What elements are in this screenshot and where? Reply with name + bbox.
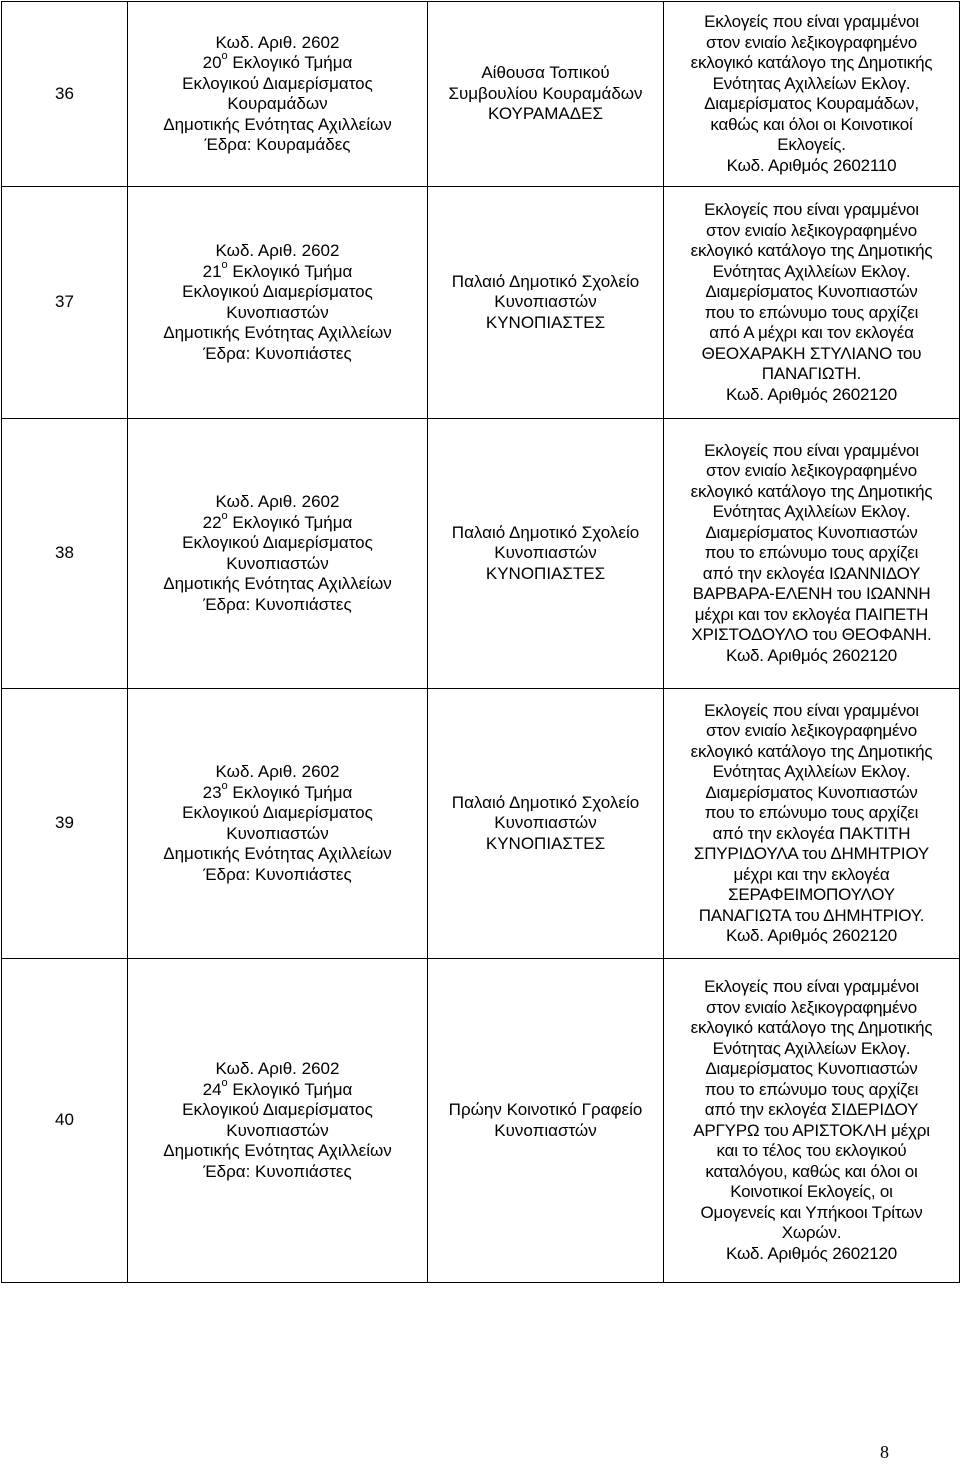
row-number: 39 xyxy=(2,689,128,959)
section-title xyxy=(130,779,425,804)
table-row xyxy=(2,2,960,187)
description-line: Κωδ. Αριθμός 2602120 xyxy=(726,384,897,404)
section-title-text: Εκλογικό Τμήμα xyxy=(227,1079,353,1099)
description-line: μέχρι και την εκλογέα xyxy=(733,864,890,884)
polling-location-cell xyxy=(428,419,664,689)
section-district: Εκλογικού Διαμερίσματος xyxy=(182,73,373,93)
description-line: Εκλογείς που είναι γραμμένοι xyxy=(704,440,919,460)
ordinal-suffix: ο xyxy=(221,258,228,271)
description-line: στον ενιαίο λεξικογραφημένο xyxy=(706,220,917,240)
section-community: Κυνοπιαστών xyxy=(226,553,329,573)
description-line: καθώς και όλοι οι Κοινοτικοί xyxy=(710,114,913,134)
section-district: Εκλογικού Διαμερίσματος xyxy=(182,282,373,301)
section-title-text: Εκλογικό Τμήμα xyxy=(227,53,353,72)
voters-description-cell xyxy=(664,689,960,959)
description-line: που το επώνυμο τους αρχίζει xyxy=(704,803,919,822)
description-line: στον ενιαίο λεξικογραφημένο xyxy=(706,721,917,740)
description-line: Εκλογείς που είναι γραμμένοι xyxy=(704,977,919,996)
table-row xyxy=(2,187,960,419)
section-community: Κυνοπιαστών xyxy=(226,302,329,322)
section-title-text: Εκλογικό Τμήμα xyxy=(227,782,353,802)
description-line: από την εκλογέα ΠΑΚΤΙΤΗ xyxy=(712,823,911,843)
description-line: ΒΑΡΒΑΡΑ-ΕΛΕΝΗ του ΙΩΑΝΝΗ xyxy=(692,584,931,604)
description-line: Ενότητας Αχιλλείων Εκλογ. xyxy=(712,73,911,93)
table-row xyxy=(2,419,960,689)
section-title xyxy=(130,50,425,74)
electoral-section-cell xyxy=(128,959,428,1283)
polling-location-cell xyxy=(428,959,664,1283)
voters-description-cell xyxy=(664,187,960,419)
description-line: από την εκλογέα ΣΙΔΕΡΙΔΟΥ xyxy=(704,1100,919,1119)
description-line: ΧΡΙΣΤΟΔΟΥΛΟ του ΘΕΟΦΑΝΗ. xyxy=(691,625,932,645)
section-district: Εκλογικού Διαμερίσματος xyxy=(182,803,373,822)
section-municipal-unit: Δημοτικής Ενότητας Αχιλλείων xyxy=(163,574,392,593)
section-title-text: Εκλογικό Τμήμα xyxy=(227,261,353,281)
polling-location-cell xyxy=(428,187,664,419)
section-ordinal: 21 xyxy=(202,261,222,281)
description-line: ΘΕΟΧΑΡΑΚΗ ΣΤΥΛΙΑΝΟ του xyxy=(701,343,922,363)
voters-description-cell xyxy=(664,959,960,1283)
row-number: 36 xyxy=(2,2,128,187)
section-municipal-unit: Δημοτικής Ενότητας Αχιλλείων xyxy=(163,323,392,342)
section-seat: Έδρα: Κυνοπιάστες xyxy=(203,864,352,884)
description-line: εκλογικό κατάλογο της Δημοτικής xyxy=(690,241,933,260)
section-ordinal: 23 xyxy=(202,782,222,802)
section-code: Κωδ. Αριθ. 2602 xyxy=(215,492,340,511)
description-line: που το επώνυμο τους αρχίζει xyxy=(704,1079,919,1099)
description-line: στον ενιαίο λεξικογραφημένο xyxy=(706,997,917,1017)
description-line: που το επώνυμο τους αρχίζει xyxy=(704,302,919,322)
section-ordinal: 24 xyxy=(202,1079,222,1099)
section-seat: Έδρα: Κυνοπιάστες xyxy=(203,594,352,614)
description-line: ΣΠΥΡΙΔΟΥΛΑ του ΔΗΜΗΤΡΙΟΥ xyxy=(693,844,930,863)
location-line: Κυνοπιαστών xyxy=(494,543,597,563)
description-line: Κωδ. Αριθμός 2602120 xyxy=(726,926,897,945)
description-line: Ενότητας Αχιλλείων Εκλογ. xyxy=(712,502,911,522)
description-line: ΑΡΓΥΡΩ του ΑΡΙΣΤΟΚΛΗ μέχρι xyxy=(693,1120,930,1140)
description-line: από Α μέχρι και τον εκλογέα xyxy=(709,323,914,342)
description-line: εκλογικό κατάλογο της Δημοτικής xyxy=(690,741,933,761)
polling-location-cell xyxy=(428,689,664,959)
description-line: Κωδ. Αριθμός 2602110 xyxy=(726,155,897,175)
voters-description-cell xyxy=(664,2,960,187)
location-line: Αίθουσα Τοπικού xyxy=(481,63,610,83)
section-community: Κυνοπιαστών xyxy=(226,1120,329,1140)
location-line: ΚΟΥΡΑΜΑΔΕΣ xyxy=(488,104,603,124)
description-line: Κωδ. Αριθμός 2602120 xyxy=(726,645,897,665)
table-body xyxy=(2,2,960,1283)
description-line: Διαμερίσματος Κυνοπιαστών xyxy=(705,282,918,301)
electoral-section-cell xyxy=(128,2,428,187)
ordinal-suffix: ο xyxy=(221,1076,228,1089)
row-number: 38 xyxy=(2,419,128,689)
description-line: μέχρι και τον εκλογέα ΠΑΙΠΕΤΗ xyxy=(694,604,929,624)
description-line: ΠΑΝΑΓΙΩΤΑ του ΔΗΜΗΤΡΙΟΥ. xyxy=(698,905,925,925)
section-title xyxy=(130,258,425,283)
description-line: Χωρών. xyxy=(781,1223,842,1242)
description-line: Διαμερίσματος Κυνοπιαστών xyxy=(705,1059,918,1078)
section-code: Κωδ. Αριθ. 2602 xyxy=(215,32,340,52)
description-line: Διαμερίσματος Κουραμάδων, xyxy=(704,94,919,113)
description-line: στον ενιαίο λεξικογραφημένο xyxy=(706,461,917,481)
page-number: 8 xyxy=(880,1442,889,1462)
section-seat: Έδρα: Κυνοπιάστες xyxy=(203,1161,352,1181)
electoral-section-cell xyxy=(128,689,428,959)
description-line: Ενότητας Αχιλλείων Εκλογ. xyxy=(712,261,911,281)
description-line: που το επώνυμο τους αρχίζει xyxy=(704,543,919,563)
description-line: εκλογικό κατάλογο της Δημοτικής xyxy=(690,1018,933,1037)
description-line: Ομογενείς και Υπήκοοι Τρίτων xyxy=(700,1202,923,1222)
section-ordinal: 22 xyxy=(202,512,222,532)
section-title-text: Εκλογικό Τμήμα xyxy=(227,512,353,532)
section-title xyxy=(130,509,425,534)
electoral-section-cell xyxy=(128,419,428,689)
section-district: Εκλογικού Διαμερίσματος xyxy=(182,533,373,552)
section-municipal-unit: Δημοτικής Ενότητας Αχιλλείων xyxy=(163,844,392,863)
description-line: Διαμερίσματος Κυνοπιαστών xyxy=(705,522,918,542)
row-number: 40 xyxy=(2,959,128,1283)
row-number: 37 xyxy=(2,187,128,419)
voters-description-cell xyxy=(664,419,960,689)
ordinal-suffix: ο xyxy=(221,50,228,63)
location-line: Παλαιό Δημοτικό Σχολείο xyxy=(451,271,640,291)
polling-stations-table xyxy=(1,1,960,1283)
location-line: ΚΥΝΟΠΙΑΣΤΕΣ xyxy=(485,312,606,332)
description-line: Εκλογείς. xyxy=(777,135,846,154)
section-district: Εκλογικού Διαμερίσματος xyxy=(182,1100,373,1119)
description-line: Ενότητας Αχιλλείων Εκλογ. xyxy=(712,762,911,781)
section-code: Κωδ. Αριθ. 2602 xyxy=(215,762,340,781)
section-title xyxy=(130,1076,425,1101)
description-line: στον ενιαίο λεξικογραφημένο xyxy=(706,32,917,52)
section-community: Κουραμάδων xyxy=(227,94,328,113)
location-line: Συμβουλίου Κουραμάδων xyxy=(448,83,643,103)
description-line: Διαμερίσματος Κυνοπιαστών xyxy=(705,782,918,802)
ordinal-suffix: ο xyxy=(221,509,228,522)
description-line: και το τέλος του εκλογικού xyxy=(716,1141,907,1160)
section-ordinal: 20 xyxy=(202,53,222,72)
description-line: από την εκλογέα ΙΩΑΝΝΙΔΟΥ xyxy=(702,563,921,583)
description-line: Ενότητας Αχιλλείων Εκλογ. xyxy=(712,1038,911,1058)
location-line: ΚΥΝΟΠΙΑΣΤΕΣ xyxy=(485,833,606,853)
ordinal-suffix: ο xyxy=(221,779,228,792)
description-line: ΣΕΡΑΦΕΙΜΟΠΟΥΛΟΥ xyxy=(728,885,895,904)
section-seat: Έδρα: Κουραμάδες xyxy=(204,135,351,154)
section-community: Κυνοπιαστών xyxy=(226,823,329,843)
section-code: Κωδ. Αριθ. 2602 xyxy=(215,241,340,260)
table-row xyxy=(2,689,960,959)
description-line: Εκλογείς που είναι γραμμένοι xyxy=(704,12,919,31)
table-row xyxy=(2,959,960,1283)
polling-location-cell xyxy=(428,2,664,187)
section-seat: Έδρα: Κυνοπιάστες xyxy=(203,343,352,363)
electoral-section-cell xyxy=(128,187,428,419)
description-line: ΠΑΝΑΓΙΩΤΗ. xyxy=(761,364,862,383)
location-line: Πρώην Κοινοτικό Γραφείο xyxy=(448,1100,643,1119)
location-line: ΚΥΝΟΠΙΑΣΤΕΣ xyxy=(485,563,606,583)
location-line: Παλαιό Δημοτικό Σχολείο xyxy=(451,522,640,542)
section-code: Κωδ. Αριθ. 2602 xyxy=(215,1059,340,1078)
location-line: Κυνοπιαστών xyxy=(494,813,597,833)
section-municipal-unit: Δημοτικής Ενότητας Αχιλλείων xyxy=(163,1141,392,1160)
description-line: Κωδ. Αριθμός 2602120 xyxy=(726,1243,897,1263)
description-line: καταλόγου, καθώς και όλοι οι xyxy=(705,1161,918,1181)
description-line: Εκλογείς που είναι γραμμένοι xyxy=(704,200,919,219)
description-line: Κοινοτικοί Εκλογείς, οι xyxy=(730,1182,893,1201)
location-line: Κυνοπιαστών xyxy=(494,292,597,312)
description-line: Εκλογείς που είναι γραμμένοι xyxy=(704,700,919,720)
description-line: εκλογικό κατάλογο της Δημοτικής xyxy=(690,481,933,501)
description-line: εκλογικό κατάλογο της Δημοτικής xyxy=(690,53,933,72)
location-line: Παλαιό Δημοτικό Σχολείο xyxy=(451,792,640,812)
location-line: Κυνοπιαστών xyxy=(494,1120,597,1140)
section-municipal-unit: Δημοτικής Ενότητας Αχιλλείων xyxy=(163,114,392,134)
